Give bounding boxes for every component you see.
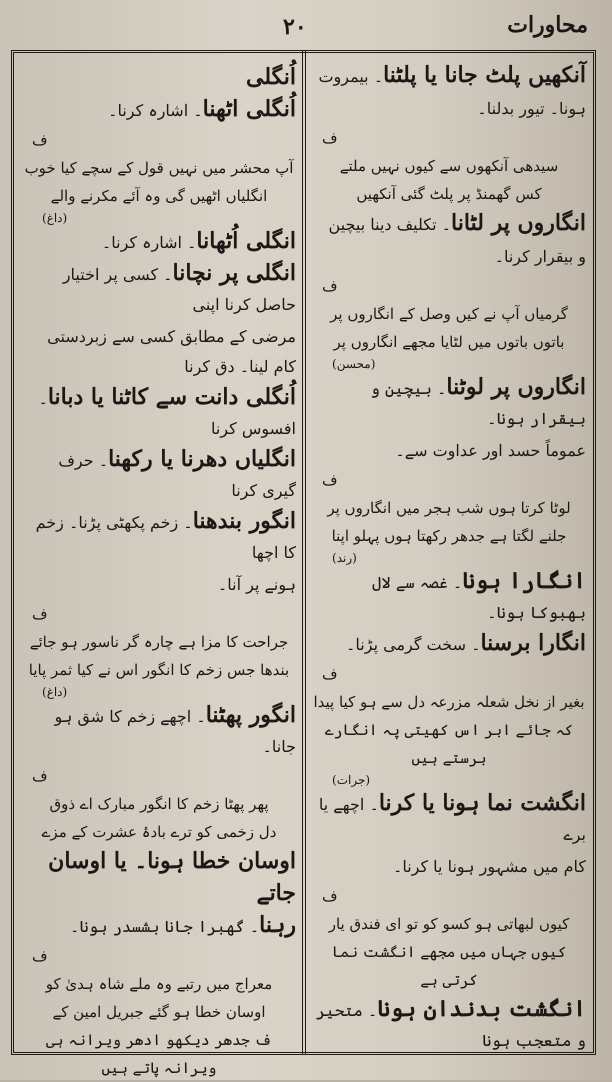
poet-attribution: (جرات) xyxy=(332,773,371,787)
left-column xyxy=(22,60,296,1077)
idiom-definition: عموماً حسد اور عداوت سے۔ xyxy=(395,441,586,460)
idiom-headword: انگارا ہونا xyxy=(462,568,586,594)
verse-line: گرمیاں آپ نے کیں وصل کے انگاروں پر xyxy=(330,305,568,323)
idiom-definition: ۔ حرف گیری کرنا xyxy=(58,451,296,500)
idiom-entry xyxy=(312,240,586,272)
verse-marker: ف xyxy=(32,947,48,965)
idiom-definition: مرضی کے مطابق کسی سے زبردستی کام لینا۔ دق کرنا xyxy=(47,327,296,376)
column-divider xyxy=(302,50,306,1055)
running-title: محاورات xyxy=(507,12,588,38)
verse-line: پھر پھٹا زخم کا انگور مبارک اے ذوق xyxy=(49,795,269,813)
idiom-entry xyxy=(312,434,586,466)
idiom-definition: کام میں مشہور ہونا یا کرنا۔ xyxy=(392,857,586,876)
poet-attribution: (رند) xyxy=(332,551,357,565)
poet-attribution: (داغ) xyxy=(42,211,68,225)
verse-line: کیوں جہاں میں مجھے انگشت نما کرتی ہے xyxy=(331,943,567,989)
idiom-definition: ۔ افسوس کرنا xyxy=(38,389,296,438)
idiom-entry xyxy=(22,258,296,320)
idiom-definition: ہونے پر آنا۔ xyxy=(217,575,296,594)
idiom-definition: ۔ بیمروت xyxy=(318,67,384,86)
verse-line: بندھا جس زخم کا انگور اس نے کیا ثمر پایا xyxy=(28,661,290,679)
verse-line: آپ محشر میں نہیں قول کے سچے کیا خوب xyxy=(24,159,294,177)
verse-line: کس گھمنڈ پر پلٹ گئی آنکھیں xyxy=(356,185,542,203)
idiom-headword: اُنگلی دانت سے کاٹنا یا دبانا xyxy=(47,384,296,410)
idiom-entry xyxy=(22,568,296,600)
idiom-entry xyxy=(22,320,296,382)
idiom-definition: ۔ اشارہ کرنا۔ xyxy=(101,233,197,252)
idiom-headword: انگور پھٹنا xyxy=(205,702,296,728)
idiom-headword: اُنگلی اٹھنا xyxy=(202,96,296,122)
verse-line: دل زخمی کو ترے بادۂ عشرت کے مزے xyxy=(41,823,277,841)
idiom-entry xyxy=(22,226,296,258)
verse-marker: ف xyxy=(322,129,338,147)
idiom-entry xyxy=(312,208,586,240)
verse-line: کہ جائے ابر اس کھیتی پہ انگارے برستے ہیں xyxy=(324,721,574,767)
idiom-definition: ۔ کسی پر اختیار حاصل کرنا اپنی xyxy=(62,265,296,314)
idiom-entry xyxy=(312,92,586,124)
idiom-definition: ہونا۔ تیور بدلنا۔ xyxy=(477,99,586,118)
idiom-entry xyxy=(22,846,296,910)
idiom-entry xyxy=(22,910,296,942)
idiom-headword: اوسان خطا ہونا۔ یا اوسان جاتے xyxy=(48,848,296,906)
verse-line: جلنے لگتا ہے جدھر رکھتا ہوں پہلو اپنا xyxy=(331,527,567,545)
verse-marker: ف xyxy=(322,277,338,295)
idiom-headword: انگارا برسنا xyxy=(480,630,586,656)
verse-line: بغیر از نخل شعلہ مزرعہ دل سے ہو کیا پیدا xyxy=(313,693,585,711)
verse-line: ف جدھر دیکھو ادھر ویرانہ ہی ویرانہ پاتے ہیں xyxy=(46,1031,272,1077)
idiom-headword: آنکھیں پلٹ جانا یا پلٹنا xyxy=(383,62,586,88)
idiom-entry xyxy=(312,994,586,1056)
idiom-definition: و بیقرار کرنا۔ xyxy=(494,247,586,266)
idiom-headword: انگلیاں دھرنا یا رکھنا xyxy=(108,446,296,472)
idiom-entry xyxy=(312,60,586,92)
idiom-definition: ۔ زخم پکھٹی پڑنا۔ زخم کا اچھا xyxy=(35,513,296,562)
section-heading: اُنگلی xyxy=(245,64,296,90)
poet-attribution: (داغ) xyxy=(42,685,68,699)
poet-attribution: (محسن) xyxy=(332,357,376,371)
verse-line: جراحت کا مزا ہے چارہ گر ناسور ہو جائے xyxy=(29,633,289,651)
idiom-definition: ۔ تکلیف دینا بیچین xyxy=(328,215,452,234)
idiom-entry xyxy=(312,628,586,660)
verse-line: انگلیاں اٹھیں گی وہ آئے مکرنے والے xyxy=(50,187,268,205)
idiom-entry xyxy=(22,506,296,568)
verse-line: کیوں لبھاتی ہو کسو کو تو ای فندق یار xyxy=(328,915,570,933)
verse-line: باتوں باتوں میں لٹایا مجھے انگاروں پر xyxy=(333,333,565,351)
idiom-definition: ۔ متحیر و متعجب ہونا xyxy=(315,1001,586,1050)
right-column xyxy=(312,60,586,1050)
idiom-headword: انگاروں پر لٹانا xyxy=(451,210,586,236)
page-number: ٢٠ xyxy=(283,14,307,40)
idiom-definition: ۔ اچھے یا برے xyxy=(318,795,586,844)
idiom-definition: ۔ غصہ سے لال بھبوکا ہونا۔ xyxy=(372,573,586,622)
idiom-definition: ۔ اچھے زخم کا شق ہو جانا۔ xyxy=(54,707,296,756)
idiom-headword: انگشت نما ہونا یا کرنا xyxy=(378,790,586,816)
idiom-entry xyxy=(312,566,586,628)
idiom-entry xyxy=(22,700,296,762)
verse-marker: ف xyxy=(32,605,48,623)
idiom-definition: ۔ سخت گرمی پڑنا۔ xyxy=(346,635,481,654)
idiom-entry xyxy=(22,382,296,444)
verse-line: اوسان خطا ہو گئے جبریل امین کے xyxy=(52,1003,266,1021)
idiom-headword: انگاروں پر لوٹنا xyxy=(446,374,586,400)
idiom-entry xyxy=(312,788,586,850)
idiom-definition: ۔ اشارہ کرنا۔ xyxy=(108,101,203,120)
verse-line: معراج میں رتبے وہ ملے شاہ ہدیٰ کو xyxy=(45,975,273,993)
verse-line: لوٹا کرتا ہوں شب ہجر میں انگاروں پر xyxy=(327,499,571,517)
idiom-headword: رہنا xyxy=(259,912,296,938)
idiom-headword: انگلی اُٹھانا xyxy=(196,228,296,254)
idiom-definition: ۔ بیچین و بیقرار ہونا۔ xyxy=(370,379,586,428)
page-header xyxy=(0,12,612,48)
idiom-entry xyxy=(312,850,586,882)
idiom-entry xyxy=(22,444,296,506)
idiom-definition: ۔ گھبرا جانا بشسدر ہونا۔ xyxy=(70,917,260,936)
verse-marker: ف xyxy=(322,665,338,683)
idiom-entry xyxy=(22,94,296,126)
idiom-headword: انگلی پر نچانا xyxy=(172,260,296,286)
verse-line: سیدھی آنکھوں سے کیوں نہیں ملتے xyxy=(339,157,559,175)
idiom-headword: انگور بندھنا xyxy=(192,508,296,534)
verse-marker: ف xyxy=(32,131,48,149)
verse-marker: ف xyxy=(32,767,48,785)
verse-marker: ف xyxy=(322,887,338,905)
idiom-headword: انگشت بدندان ہونا xyxy=(377,996,586,1022)
verse-marker: ف xyxy=(322,471,338,489)
idiom-entry xyxy=(312,372,586,434)
